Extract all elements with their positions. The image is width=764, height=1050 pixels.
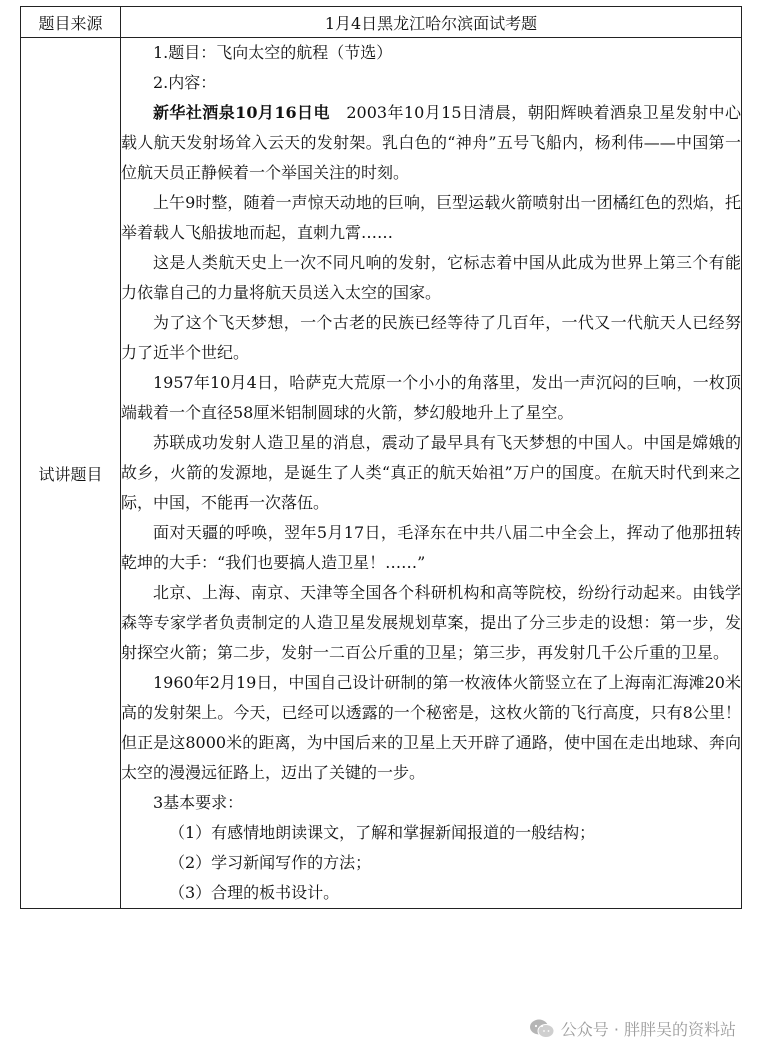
wechat-icon xyxy=(529,1018,555,1040)
watermark-text: 公众号 · 胖胖吴的资料站 xyxy=(560,1020,736,1039)
paragraph-2: 上午9时整，随着一声惊天动地的巨响，巨型运载火箭喷射出一团橘红色的烈焰，托举着载人飞船拔地而起，直刺九霄…… xyxy=(121,193,741,242)
content-heading: 2.内容： xyxy=(153,73,217,92)
topic-line: 1.题目：飞向太空的航程（节选） xyxy=(153,43,393,62)
content-cell xyxy=(121,38,742,909)
header-exam-title: 1月4日黑龙江哈尔滨面试考题 xyxy=(121,7,742,38)
exam-table xyxy=(20,6,742,909)
paragraph-9: 1960年2月19日，中国自己设计研制的第一枚液体火箭竖立在了上海南汇海滩20米高的发射架上。今天，已经可以透露的一个秘密是，这枚火箭的飞行高度，只有8公里！但正是这8000米的距离，为中国后来的卫星上天开辟了通路，使中国在走出地球、奔向太空的漫漫远征路上，迈出了关键的一步。 xyxy=(121,673,741,782)
watermark xyxy=(525,1015,740,1042)
paragraph-6: 苏联成功发射人造卫星的消息，震动了最早具有飞天梦想的中国人。中国是嫦娥的故乡，火箭的发源地，是诞生了人类“真正的航天始祖”万户的国度。在航天时代到来之际，中国，不能再一次落伍。 xyxy=(121,433,741,512)
requirements-heading: 3基本要求： xyxy=(153,793,244,812)
paragraph-1-text: 2003年10月15日清晨，朝阳辉映着酒泉卫星发射中心载人航天发射场耸入云天的发射架。乳白色的“神舟”五号飞船内，杨利伟——中国第一位航天员正静候着一个举国关注的时刻。 xyxy=(121,103,741,182)
dateline: 新华社酒泉10月16日电 xyxy=(153,103,330,122)
requirement-2: （2）学习新闻写作的方法； xyxy=(169,853,372,872)
header-row xyxy=(21,7,742,38)
requirement-1: （1）有感情地朗读课文，了解和掌握新闻报道的一般结构； xyxy=(169,823,596,842)
paragraph-7: 面对天疆的呼唤，翌年5月17日，毛泽东在中共八届二中全会上，挥动了他那扭转乾坤的大手：“我们也要搞人造卫星！……” xyxy=(121,523,741,572)
header-source-label: 题目来源 xyxy=(21,7,121,38)
paragraph-3: 这是人类航天史上一次不同凡响的发射，它标志着中国从此成为世界上第三个有能力依靠自己的力量将航天员送入太空的国家。 xyxy=(121,253,741,302)
row-label: 试讲题目 xyxy=(21,38,121,909)
paragraph-1 xyxy=(121,98,741,188)
paragraph-8: 北京、上海、南京、天津等全国各个科研机构和高等院校，纷纷行动起来。由钱学森等专家学者负责制定的人造卫星发展规划草案，提出了分三步走的设想：第一步，发射探空火箭；第二步，发射一二百公斤重的卫星；第三步，再发射几千公斤重的卫星。 xyxy=(121,583,741,662)
paragraph-5: 1957年10月4日，哈萨克大荒原一个小小的角落里，发出一声沉闷的巨响，一枚顶端载着一个直径58厘米铝制圆球的火箭，梦幻般地升上了星空。 xyxy=(121,373,741,422)
content-row xyxy=(21,38,742,909)
requirement-3: （3）合理的板书设计。 xyxy=(169,883,340,902)
paragraph-4: 为了这个飞天梦想，一个古老的民族已经等待了几百年，一代又一代航天人已经努力了近半个世纪。 xyxy=(121,313,741,362)
